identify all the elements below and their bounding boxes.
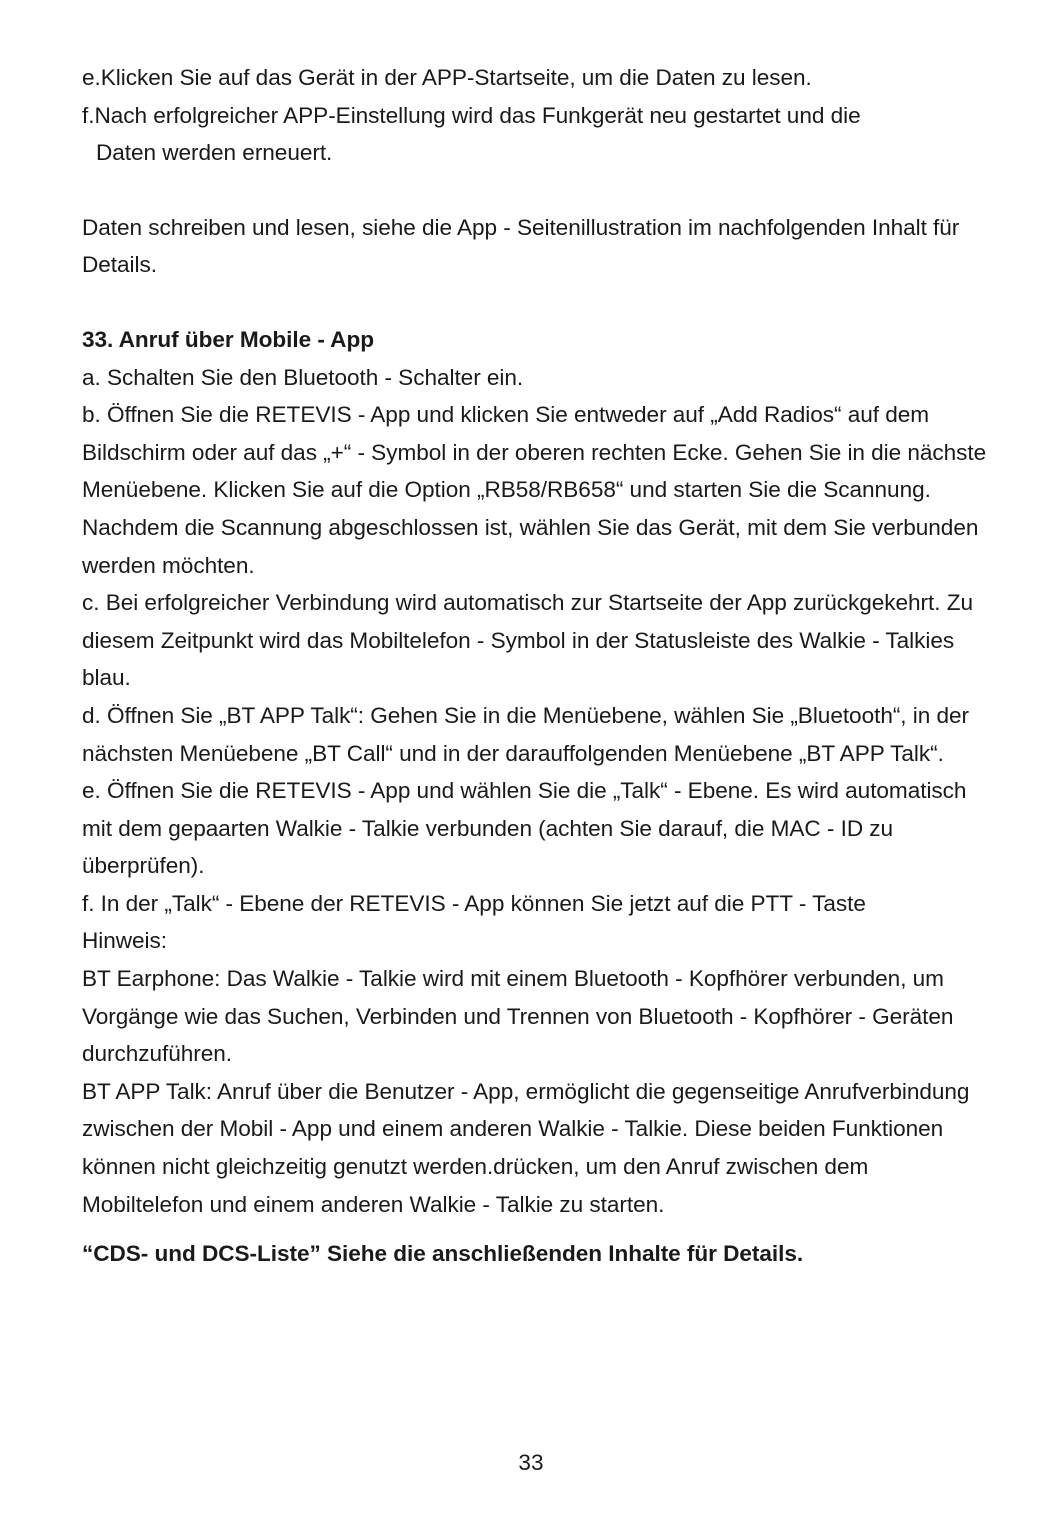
bt-app-talk-note: BT APP Talk: Anruf über die Benutzer - App, ermöglicht die gegenseitige Anrufverbindung zwischen der Mobil - App und einem anderen Walkie - Talkie. Diese beiden Funktionen können nicht gleichzeitig genutzt werden.drücken, um den Anruf zwischen dem Mobiltelefon und einem anderen Walkie - Talkie zu starten. bbox=[82, 1078, 970, 1217]
hint-label: Hinweis: bbox=[82, 928, 167, 954]
step-f: f. In der „Talk“ - Ebene der RETEVIS - App können Sie jetzt auf die PTT - Taste bbox=[82, 890, 866, 916]
intro-step-f-line1: f.Nach erfolgreicher APP-Einstellung wird das Funkgerät neu gestartet und die bbox=[82, 102, 861, 128]
step-a: a. Schalten Sie den Bluetooth - Schalter ein. bbox=[82, 364, 524, 390]
page-number: 33 bbox=[518, 1450, 544, 1475]
step-b: b. Öffnen Sie die RETEVIS - App und klicken Sie entweder auf „Add Radios“ auf dem Bildschirm oder auf das „+“ - Symbol in der oberen rechten Ecke. Gehen Sie in die nächste Menüebene. Klicken Sie auf die Option „RB58/RB658“ und starten Sie die Scannung. Nachdem die Scannung abgeschlossen ist, wählen Sie das Gerät, mit dem Sie verbunden werden möchten. bbox=[82, 402, 987, 578]
step-e: e. Öffnen Sie die RETEVIS - App und wählen Sie die „Talk“ - Ebene. Es wird automatisch mit dem gepaarten Walkie - Talkie verbunden (achten Sie darauf, die MAC - ID zu überprüfen). bbox=[82, 778, 967, 879]
paragraph-gap bbox=[82, 284, 987, 321]
paragraph-gap bbox=[82, 172, 987, 209]
cds-dcs-list-note: “CDS- und DCS-Liste” Siehe die anschließenden Inhalte für Details. bbox=[82, 1241, 804, 1267]
page-content bbox=[82, 59, 987, 1273]
step-c: c. Bei erfolgreicher Verbindung wird automatisch zur Startseite der App zurückgekehrt. Zu diesem Zeitpunkt wird das Mobiltelefon - Symbol in der Statusleiste des Walkie - Talkies blau. bbox=[82, 590, 973, 691]
intro-step-e: e.Klicken Sie auf das Gerät in der APP-Startseite, um die Daten zu lesen. bbox=[82, 65, 812, 90]
step-d: d. Öffnen Sie „BT APP Talk“: Gehen Sie in die Menüebene, wählen Sie „Bluetooth“, in der nächsten Menüebene „BT Call“ und in der darauffolgenden Menüebene „BT APP Talk“. bbox=[82, 702, 969, 766]
intro-step-f-line2: Daten werden erneuert. bbox=[96, 140, 333, 166]
section-heading: 33. Anruf über Mobile - App bbox=[82, 326, 374, 352]
intro-details: Daten schreiben und lesen, siehe die App - Seitenillustration im nachfolgenden Inhalt für Details. bbox=[82, 214, 960, 278]
bt-earphone-note: BT Earphone: Das Walkie - Talkie wird mit einem Bluetooth - Kopfhörer verbunden, um Vorgänge wie das Suchen, Verbinden und Trennen von Bluetooth - Kopfhörer - Geräten durchzuführen. bbox=[82, 966, 954, 1067]
